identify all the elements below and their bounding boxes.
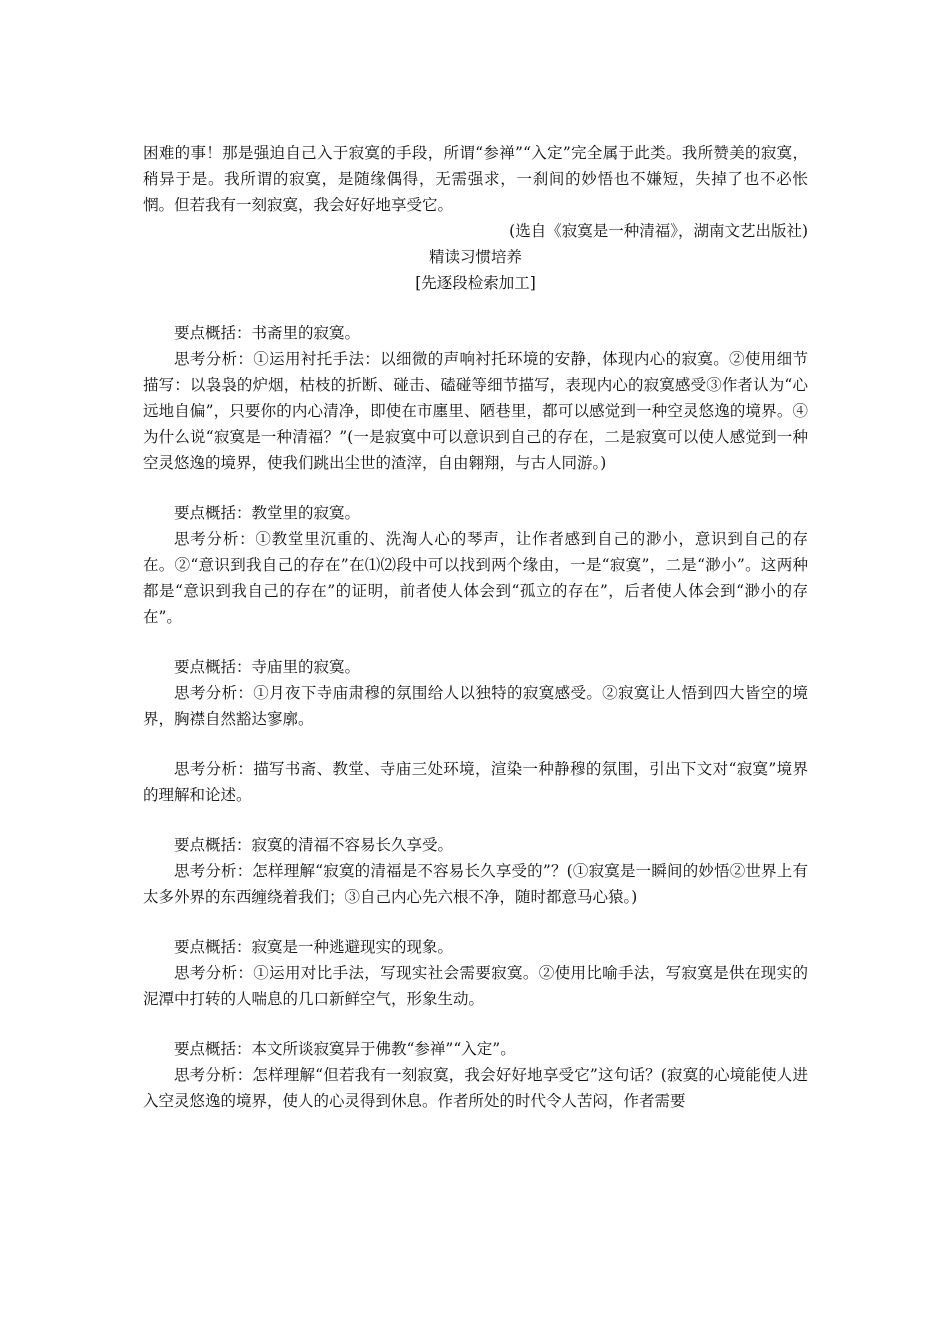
- block-1-summary: 要点概括：书斋里的寂寞。: [174, 324, 361, 342]
- block-6-summary: 要点概括：寂寞是一种逃避现实的现象。: [174, 938, 454, 956]
- document-page: [143, 140, 808, 1114]
- block-7-summary: 要点概括：本文所谈寂寞异于佛教“参禅”“入定”。: [174, 1040, 516, 1058]
- block-2-summary: 要点概括：教堂里的寂寞。: [174, 504, 361, 522]
- block-3-analysis: 思考分析：①月夜下寺庙肃穆的氛围给人以独特的寂寞感受。②寂寞让人悟到四大皆空的境界，胸襟自然豁达寥廓。: [143, 684, 808, 728]
- block-2-analysis: 思考分析：①教堂里沉重的、洗淘人心的琴声，让作者感到自己的渺小，意识到自己的存在。②“意识到我自己的存在”在⑴⑵段中可以找到两个缘由，一是“寂寞”，二是“渺小”。这两种都是“意识到我自己的存在”的证明，前者使人体会到“孤立的存在”，后者使人体会到“渺小的存在”。: [143, 530, 808, 626]
- section-title: 精读习惯培养: [428, 248, 522, 266]
- section-subtitle: [先逐段检索加工]: [415, 274, 536, 292]
- block-1-analysis: 思考分析：①运用衬托手法：以细微的声响衬托环境的安静，体现内心的寂寞。②使用细节描写：以袅袅的炉烟，枯枝的折断、碰击、磕碰等细节描写，表现内心的寂寞感受③作者认为“心远地自偏”，只要你的内心清净，即使在市廛里、陋巷里，都可以感觉到一种空灵悠逸的境界。④为什么说“寂寞是一种清福？”(一是寂寞中可以意识到自己的存在，二是寂寞可以使人感觉到一种空灵悠逸的境界，使我们跳出尘世的渣滓，自由翱翔，与古人同游。): [143, 350, 808, 472]
- block-6-analysis: 思考分析：①运用对比手法，写现实社会需要寂寞。②使用比喻手法，写寂寞是供在现实的泥潭中打转的人喘息的几口新鲜空气，形象生动。: [143, 964, 808, 1008]
- block-5-summary: 要点概括：寂寞的清福不容易长久享受。: [174, 836, 454, 854]
- block-7-analysis: 思考分析：怎样理解“但若我有一刻寂寞，我会好好地享受它”这句话？(寂寞的心境能使人进入空灵悠逸的境界，使人的心灵得到休息。作者所处的时代令人苦闷，作者需要: [143, 1066, 808, 1110]
- source-citation: (选自《寂寞是一种清福》，湖南文艺出版社): [509, 222, 808, 240]
- intro-paragraph: 困难的事！那是强迫自己入于寂寞的手段，所谓“参禅”“入定”完全属于此类。我所赞美的寂寞，稍异于是。我所谓的寂寞，是随缘偶得，无需强求，一刹间的妙悟也不嫌短，失掉了也不必怅惘。但若我有一刻寂寞，我会好好地享受它。: [143, 144, 808, 214]
- block-3-summary: 要点概括：寺庙里的寂寞。: [174, 658, 361, 676]
- block-5-analysis: 思考分析：怎样理解“寂寞的清福是不容易长久享受的”？(①寂寞是一瞬间的妙悟②世界上有太多外界的东西缠绕着我们；③自己内心先六根不净，随时都意马心猿。): [143, 862, 808, 906]
- block-4-analysis: 思考分析：描写书斋、教堂、寺庙三处环境，渲染一种静穆的氛围，引出下文对“寂寞”境界的理解和论述。: [143, 760, 808, 804]
